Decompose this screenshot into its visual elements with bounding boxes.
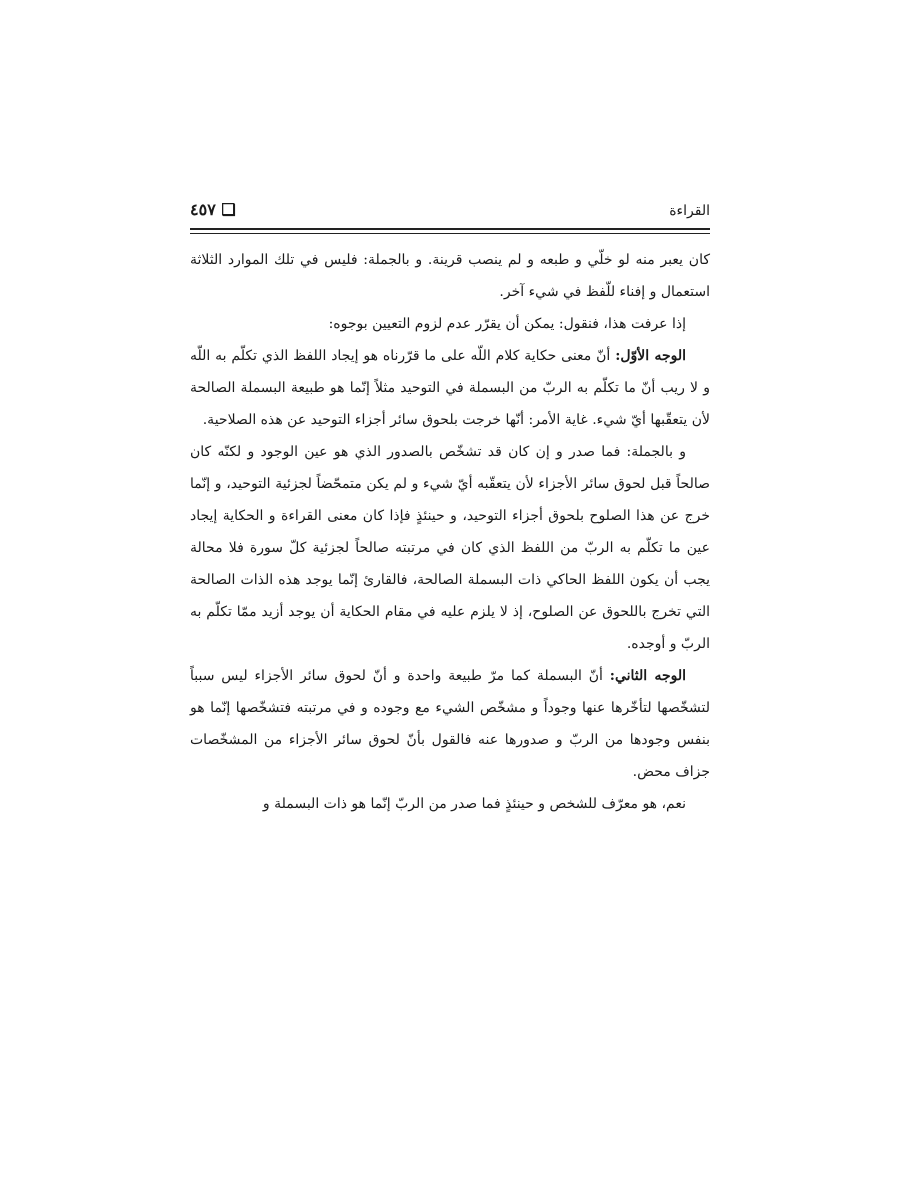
paragraph-text: كان يعبر منه لو خلّي و طبعه و لم ينصب قرينة. و بالجملة: فليس في تلك الموارد الثلاثة استعمال و إفناء للّفظ في شيء آخر. [190,252,710,300]
section-heading: الوجه الأوّل: [615,348,686,364]
page-number-text: ٤٥٧ [190,200,216,219]
paragraph-text: نعم، هو معرّف للشخص و حينئذٍ فما صدر من الربّ إنّما هو ذات البسملة و [262,796,686,812]
paragraph-4 [190,436,710,660]
body-text [190,244,710,820]
page-number [190,200,236,220]
header-rule-thick [190,228,710,230]
header-rule-thin [190,233,710,234]
paragraph-text: و بالجملة: فما صدر و إن كان قد تشخّص بالصدور الذي هو عين الوجود و لكنّه كان صالحاً قبل لحوق سائر الأجزاء لأن يتعقّبه أيّ شيء و لم يكن متمحّضاً لجزئية التوحيد، و إنّما خرج عن هذا الصلوح بلحوق أجزاء التوحيد، و حينئذٍ فإذا كان معنى القراءة و الحكاية إيجاد عين ما تكلّم به الربّ من اللفظ الذي كان في مرتبته صالحاً لجزئية كلّ سورة فلا محالة يجب أن يكون اللفظ الحاكي ذات البسملة الصالحة، فالقارئ إنّما يوجد هذه الذات الصالحة التي تخرج باللحوق عن الصلوح، إذ لا يلزم عليه في مقام الحكاية أن يوجد أزيد ممّا تكلّم به الربّ و أوجده. [190,444,710,652]
paragraph-2 [190,308,710,340]
paragraph-6 [190,788,710,820]
square-icon: ❑ [221,200,236,219]
paragraph-text: أنّ معنى حكاية كلام اللّه على ما قرّرناه هو إيجاد اللفظ الذي تكلّم به اللّه و لا ريب أنّ ما تكلّم به الربّ من البسملة في التوحيد مثلاً إنّما هو طبيعة البسملة الصالحة لأن يتعقّبها أيّ شيء. غاية الأمر: أنّها خرجت بلحوق سائر أجزاء التوحيد عن هذه الصلاحية. [190,348,710,428]
paragraph-text: إذا عرفت هذا، فنقول: يمكن أن يقرّر عدم لزوم التعيين بوجوه: [328,316,686,332]
paragraph-1 [190,244,710,308]
paragraph-5 [190,660,710,788]
page-header [190,200,710,224]
paragraph-text: أنّ البسملة كما مرّ طبيعة واحدة و أنّ لحوق سائر الأجزاء ليس سبباً لتشخّصها لتأخّرها عنها وجوداً و مشخّص الشيء مع وجوده و في مرتبته فتشخّصها إنّما هو بنفس وجودها من الربّ و صدورها عنه فالقول بأنّ لحوق سائر الأجزاء من المشخّصات جزاف محض. [190,668,710,780]
paragraph-3 [190,340,710,436]
running-title: القراءة [669,203,710,219]
section-heading: الوجه الثاني: [609,668,686,684]
